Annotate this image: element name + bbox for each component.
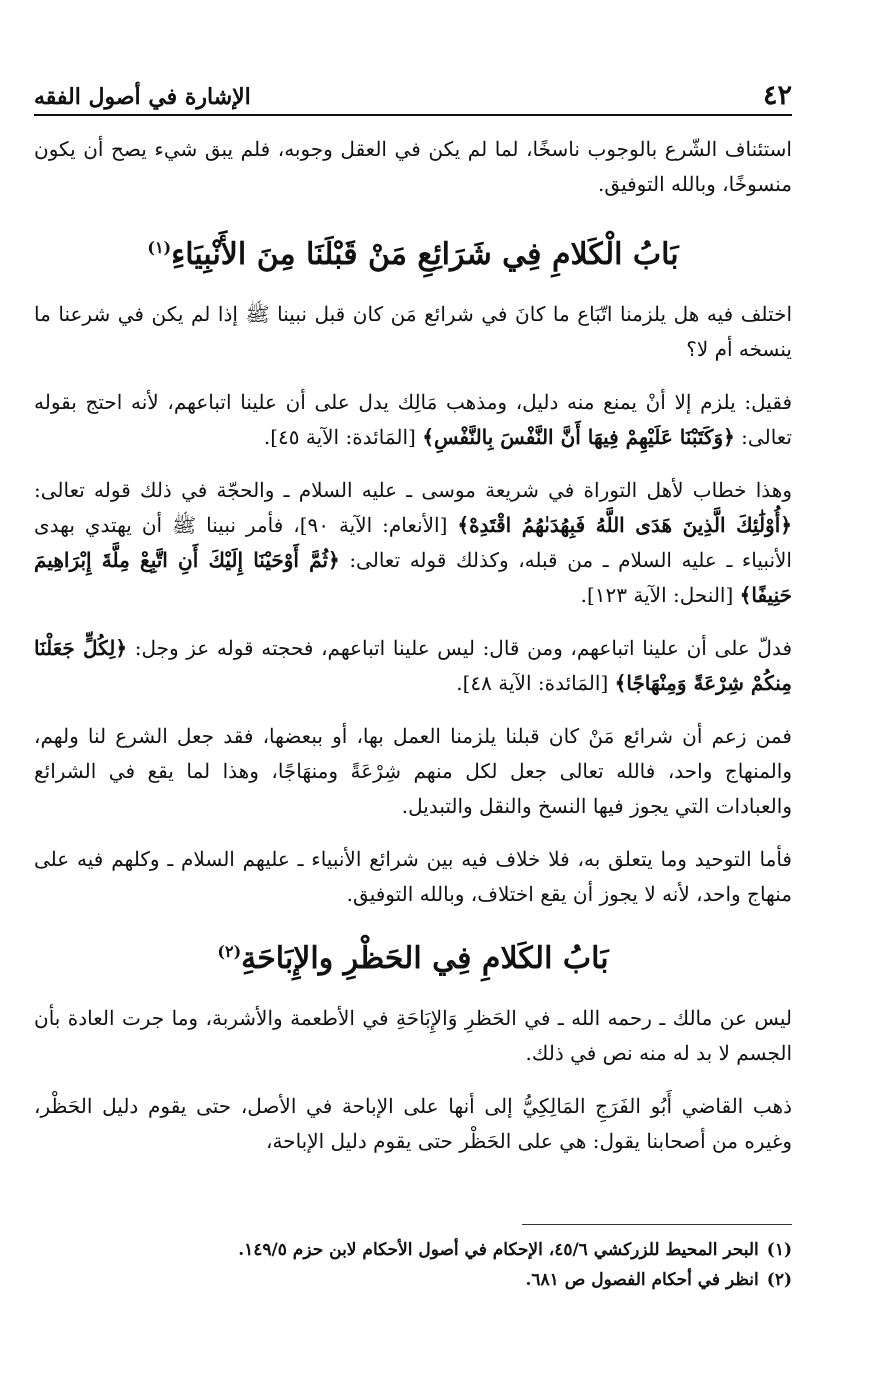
- footnote-2: [34, 1265, 792, 1295]
- paragraph-3-text-c: [النحل: الآية ١٢٣].: [580, 583, 740, 607]
- footnotes: [34, 1224, 792, 1295]
- paragraph-3-text-b: [الأنعام: الآية ٩٠]، فأمر نبينا ﷺ أن يهتدي بهدى الأنبياء ـ عليه السلام ـ من قبله، وكذلك قوله تعالى:: [34, 513, 792, 572]
- page-body: [34, 132, 792, 1177]
- footnote-divider: [522, 1224, 792, 1225]
- footnote-ref-1: (١): [147, 238, 172, 257]
- chapter-heading-text: بَابُ الْكَلامِ فِي شَرَائِعِ مَنْ قَبْلَنَا مِنَ الأَنْبِيَاءِ: [171, 237, 679, 272]
- chapter-heading-text: بَابُ الكَلامِ فِي الحَظْرِ والإِبَاحَةِ: [241, 941, 609, 976]
- footnote-number: (٢): [766, 1270, 792, 1290]
- quran-quote: ﴿أُوْلَٰئِكَ الَّذِينَ هَدَى اللَّهُ فَبِهُدَىٰهُمُ اقْتَدِهْ﴾: [457, 513, 792, 537]
- paragraph-7: ليس عن مالك ـ رحمه الله ـ في الحَظرِ وَالإِبَاحَةِ في الأطعمة والأشربة، وما جرت العادة بأن الجسم لا بد له منه نص في ذلك.: [34, 1006, 792, 1065]
- paragraph-4: [34, 631, 792, 701]
- paragraph-2-text-b: [المَائدة: الآية ٤٥].: [263, 425, 423, 449]
- page-number: ٤٢: [762, 80, 792, 111]
- paragraph-4-text-a: فدلّ على أن علينا اتباعهم، ومن قال: ليس علينا اتباعهم، فحجته قوله عز وجل:: [127, 636, 792, 660]
- footnote-number: (١): [766, 1240, 792, 1260]
- footnote-1: [34, 1235, 792, 1265]
- page-header: [34, 78, 792, 116]
- paragraph-3-text-a: وهذا خطاب لأهل التوراة في شريعة موسى ـ عليه السلام ـ والحجّة في ذلك قوله تعالى:: [34, 478, 792, 502]
- footnote-text: البحر المحيط للزركشي ٤٥/٦، الإحكام في أصول الأحكام لابن حزم ١٤٩/٥.: [238, 1240, 759, 1260]
- opening-paragraph: استئناف الشّرع بالوجوب ناسخًا، لما لم يكن في العقل وجوبه، فلم يبق شيء يصح أن يكون منسوخًا، وبالله التوفيق.: [34, 137, 792, 196]
- footnote-text: انظر في أحكام الفصول ص ٦٨١.: [525, 1270, 759, 1290]
- running-title: الإشارة في أصول الفقه: [34, 84, 251, 110]
- paragraph-3: [34, 473, 792, 613]
- paragraph-8: ذهب القاضي أَبُو الفَرَجِ المَالِكِيُّ إلى أنها على الإباحة في الأصل، حتى يقوم دليل الحَظْر، وغيره من أصحابنا يقول: هي على الحَظْر حتى يقوم دليل الإباحة،: [34, 1094, 792, 1153]
- quran-quote: ﴿وَكَتَبْنَا عَلَيْهِمْ فِيهَا أَنَّ النَّفْسَ بِالنَّفْسِ﴾: [422, 425, 735, 449]
- paragraph-6: فأما التوحيد وما يتعلق به، فلا خلاف فيه بين شرائع الأنبياء ـ عليهم السلام ـ وكلهم فيه على منهاج واحد، لأنه لا يجوز أن يقع اختلاف، وبالله التوفيق.: [34, 847, 792, 906]
- paragraph-5: فمن زعم أن شرائع مَنْ كان قبلنا يلزمنا العمل بها، أو ببعضها، فقد جعل الشرع لنا ولهم، والمنهاج واحد، فالله تعالى جعل لكل منهم شِرْعَةً ومنهَاجًا، وهذا لما يقع في الشرائع والعبادات التي يجوز فيها النسخ والنقل والتبديل.: [34, 724, 792, 818]
- chapter-heading-prohibition-permission: [34, 930, 792, 981]
- paragraph-2: [34, 385, 792, 455]
- footnote-ref-2: (٢): [217, 942, 242, 961]
- paragraph-1: اختلف فيه هل يلزمنا اتّبَاع ما كانَ في شرائع مَن كان قبل نبينا ﷺ إذا لم يكن في شرعنا ما ينسخه أم لا؟: [34, 302, 792, 361]
- paragraph-4-text-b: [المَائدة: الآية ٤٨].: [456, 671, 615, 695]
- quran-quote: ﴿ثُمَّ أَوْحَيْنَا إِلَيْكَ أَنِ اتَّبِعْ مِلَّةَ إِبْرَاهِيمَ حَنِيفًا﴾: [34, 548, 792, 607]
- quran-quote: ﴿لِكُلٍّ جَعَلْنَا مِنكُمْ شِرْعَةً وَمِنْهَاجًا﴾: [34, 636, 792, 695]
- chapter-heading-prior-laws: [34, 226, 792, 277]
- paragraph-2-text-a: فقيل: يلزم إلا أنْ يمنع منه دليل، ومذهب مَالِك يدل على أن علينا اتباعهم، لأنه احتج بقوله تعالى:: [34, 390, 792, 449]
